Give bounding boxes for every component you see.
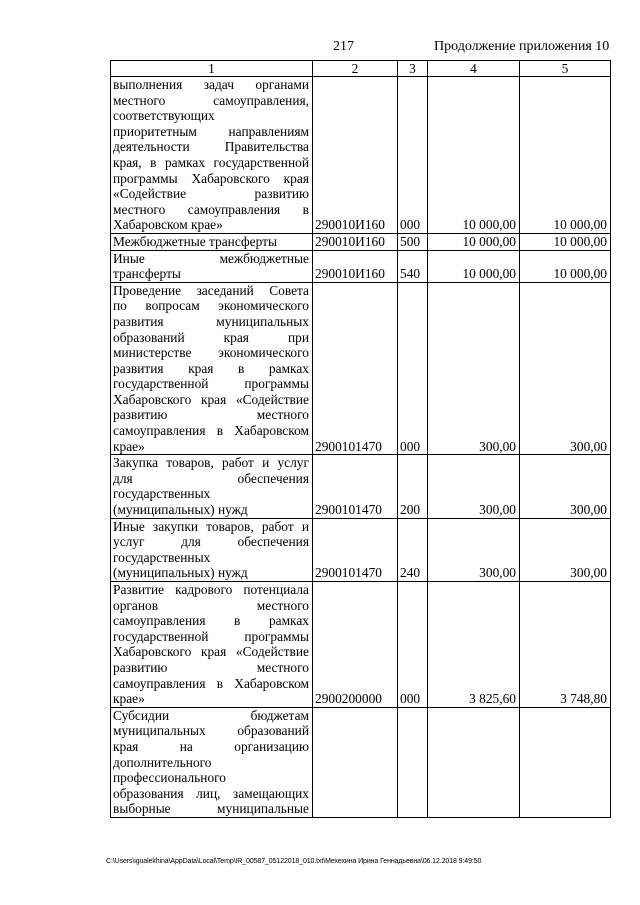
row-name-line: Развитие кадрового потенциала (113, 582, 309, 597)
row-name-cell (111, 455, 313, 518)
row-name-cell (111, 582, 313, 708)
amount-year-2-cell: 10 000,00 (520, 250, 611, 282)
amount-year-2-cell: 300,00 (520, 518, 611, 581)
amount-year-2-cell: 300,00 (520, 282, 611, 455)
page-number: 217 (333, 39, 354, 54)
target-article-cell: 290010И160 (313, 250, 398, 282)
row-name-line: края на организацию (113, 738, 309, 754)
table-row (111, 707, 611, 817)
target-article-cell: 290010И160 (313, 233, 398, 250)
amount-year-1-cell: 300,00 (428, 282, 520, 455)
row-name-cell (111, 77, 313, 234)
table-row (111, 518, 611, 581)
row-name-line: «Содействие развитию (113, 186, 309, 202)
table-row (111, 582, 611, 708)
amount-year-1-cell: 10 000,00 (428, 250, 520, 282)
amount-year-2-cell (520, 707, 611, 817)
row-name-line: (муниципальных) нужд (113, 565, 248, 581)
table-row (111, 77, 611, 234)
expense-type-cell: 200 (398, 455, 428, 518)
row-name-line: самоуправления в Хабаровском (113, 423, 309, 439)
table-row (111, 282, 611, 455)
column-header: 5 (520, 61, 611, 77)
target-article-cell: 2900101470 (313, 518, 398, 581)
target-article-cell: 2900101470 (313, 455, 398, 518)
amount-year-2-cell: 300,00 (520, 455, 611, 518)
row-name-line: развитию местного (113, 407, 309, 423)
expense-type-cell (398, 707, 428, 817)
column-header: 2 (313, 61, 398, 77)
expense-type-cell: 000 (398, 77, 428, 234)
row-name-line: Субсидии бюджетам (113, 707, 309, 723)
expense-type-cell: 500 (398, 233, 428, 250)
row-name-line: местного самоуправления в (113, 201, 309, 217)
row-name-line: для обеспечения (113, 470, 309, 486)
row-name-line: Иные закупки товаров, работ и (113, 518, 309, 534)
row-name-line: министерстве экономического (113, 345, 309, 361)
row-name-line: Хабаровского края «Содействие (113, 644, 309, 660)
row-name-line: (муниципальных) нужд (113, 502, 248, 518)
row-name-line: государственной программы (113, 628, 309, 644)
target-article-cell: 290010И160 (313, 77, 398, 234)
row-name-line: края, в рамках государственной (113, 154, 309, 170)
row-name-line: выполнения задач органами (113, 77, 309, 92)
row-name-cell (111, 707, 313, 817)
row-name-line: трансферты (113, 266, 181, 282)
amount-year-2-cell: 3 748,80 (520, 582, 611, 708)
row-name-line: Проведение заседаний Совета (113, 282, 309, 298)
column-header: 3 (398, 61, 428, 77)
row-name-cell (111, 282, 313, 455)
row-name-line: самоуправления в Хабаровском (113, 675, 309, 691)
row-name-line: приоритетным направлениям (113, 123, 309, 139)
amount-year-2-cell: 10 000,00 (520, 77, 611, 234)
row-name-line: образований края при (113, 329, 309, 345)
row-name-line: выборные муниципальные (113, 801, 309, 817)
table-row (111, 233, 611, 250)
row-name-cell (111, 518, 313, 581)
row-name-line: профессионального (113, 770, 226, 786)
row-name-line: государственных (113, 486, 211, 502)
row-name-line: Межбюджетные трансферты (113, 233, 277, 249)
target-article-cell: 2900200000 (313, 582, 398, 708)
row-name-line: органов местного (113, 597, 309, 613)
row-name-cell (111, 250, 313, 282)
row-name-line: развитию местного (113, 659, 309, 675)
amount-year-1-cell (428, 707, 520, 817)
amount-year-1-cell: 10 000,00 (428, 77, 520, 234)
amount-year-1-cell: 300,00 (428, 455, 520, 518)
row-name-line: государственных (113, 549, 211, 565)
table-row (111, 250, 611, 282)
row-name-line: Хабаровского края «Содействие (113, 391, 309, 407)
row-name-line: Хабаровском крае» (113, 217, 223, 233)
row-name-line: развития муниципальных (113, 313, 309, 329)
continuation-label: Продолжение приложения 10 (434, 39, 610, 54)
row-name-line: соответствующих (113, 108, 215, 124)
table-header-row (111, 61, 611, 77)
row-name-line: развития края в рамках (113, 360, 309, 376)
row-name-line: муниципальных образований (113, 723, 309, 739)
row-name-line: образования лиц, замещающих (113, 785, 309, 801)
row-name-line: местного самоуправления, (113, 92, 309, 108)
row-name-line: по вопросам экономического (113, 298, 309, 314)
column-header: 4 (428, 61, 520, 77)
row-name-line: Закупка товаров, работ и услуг (113, 455, 309, 471)
expense-type-cell: 000 (398, 282, 428, 455)
row-name-line: деятельности Правительства (113, 139, 309, 155)
amount-year-1-cell: 3 825,60 (428, 582, 520, 708)
target-article-cell: 2900101470 (313, 282, 398, 455)
row-name-line: программы Хабаровского края (113, 170, 309, 186)
row-name-line: самоуправления в рамках (113, 613, 309, 629)
row-name-line: услуг для обеспечения (113, 534, 309, 550)
row-name-line: крае» (113, 438, 145, 454)
row-name-line: государственной программы (113, 376, 309, 392)
file-path-footer: C:\Users\igualekhina\AppData\Local\Temp\IR_00587_05122018_010.txt\Мехехина Ирина Геннадьевна\06.12.2018 9:49:50 (106, 858, 482, 865)
amount-year-1-cell: 300,00 (428, 518, 520, 581)
column-header: 1 (111, 61, 313, 77)
expense-type-cell: 240 (398, 518, 428, 581)
target-article-cell (313, 707, 398, 817)
expense-type-cell: 000 (398, 582, 428, 708)
row-name-cell (111, 233, 313, 250)
expense-type-cell: 540 (398, 250, 428, 282)
amount-year-2-cell: 10 000,00 (520, 233, 611, 250)
row-name-line: Иные межбюджетные (113, 250, 309, 266)
table-row (111, 455, 611, 518)
amount-year-1-cell: 10 000,00 (428, 233, 520, 250)
budget-table (110, 60, 611, 818)
row-name-line: крае» (113, 691, 145, 707)
row-name-line: дополнительного (113, 754, 212, 770)
